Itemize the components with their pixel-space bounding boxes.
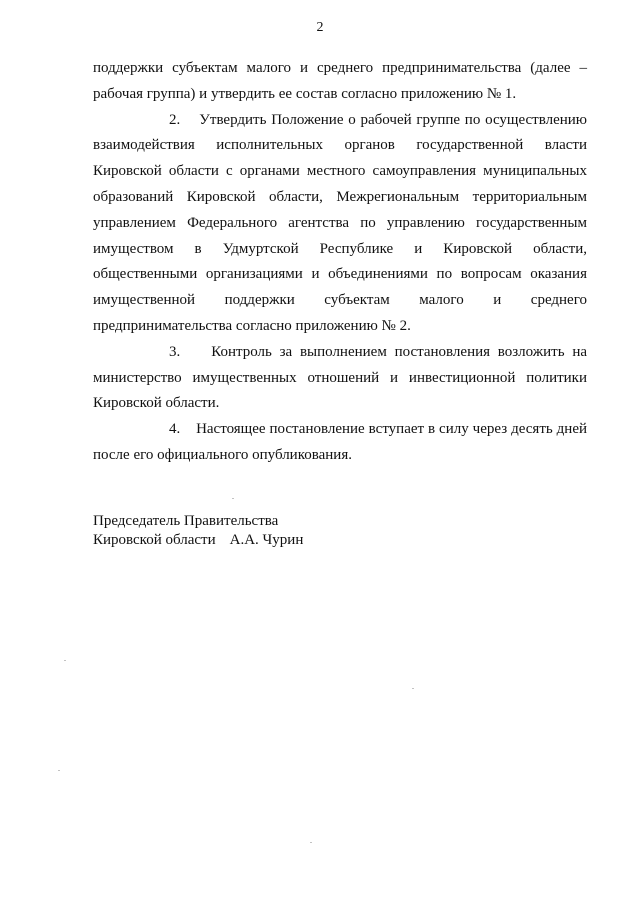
scan-speck xyxy=(310,842,312,843)
item-number: 3. xyxy=(169,343,181,360)
item-text: Контроль за выполнением постановления возложить на министерство имущественных отношений и инвестиционной политики Кировской области. xyxy=(93,343,588,412)
scan-speck xyxy=(412,688,414,689)
item-number: 2. xyxy=(169,111,181,128)
item-number: 4. xyxy=(169,421,181,438)
item-text: Утвердить Положение о рабочей группе по осуществлению взаимодействия исполнительных органов государственной власти Кировской области с органами местного самоуправления муниципальных образований Кировской области, Межрегиональным территориальным управлением Федерального агентства по управлению государственным имуществом в Удмуртской Республике и Кировской области, общественными организациями и объединениями по вопросам оказания имущественной поддержки субъектам малого и среднего предпринимательства согласно приложению № 2. xyxy=(93,111,587,334)
scan-speck xyxy=(64,660,66,661)
signatory-name: А.А. Чурин xyxy=(229,532,304,548)
item-text: Настоящее постановление вступает в силу через десять дней после его официального опубликования. xyxy=(93,421,588,463)
signature-block xyxy=(93,512,303,550)
scan-speck xyxy=(58,770,60,771)
signatory-region: Кировской области xyxy=(93,532,216,548)
scan-speck xyxy=(232,498,234,499)
document-body xyxy=(93,56,587,469)
paragraph-continuation: поддержки субъектам малого и среднего предпринимательства (далее – рабочая группа) и утвердить ее состав согласно приложению № 1. xyxy=(93,60,587,102)
signatory-line xyxy=(93,531,303,550)
signatory-title: Председатель Правительства xyxy=(93,513,279,529)
paragraph-item-4 xyxy=(93,417,587,469)
paragraph-item-3 xyxy=(93,340,587,417)
paragraph-item-2 xyxy=(93,108,587,340)
page-number: 2 xyxy=(316,20,324,35)
